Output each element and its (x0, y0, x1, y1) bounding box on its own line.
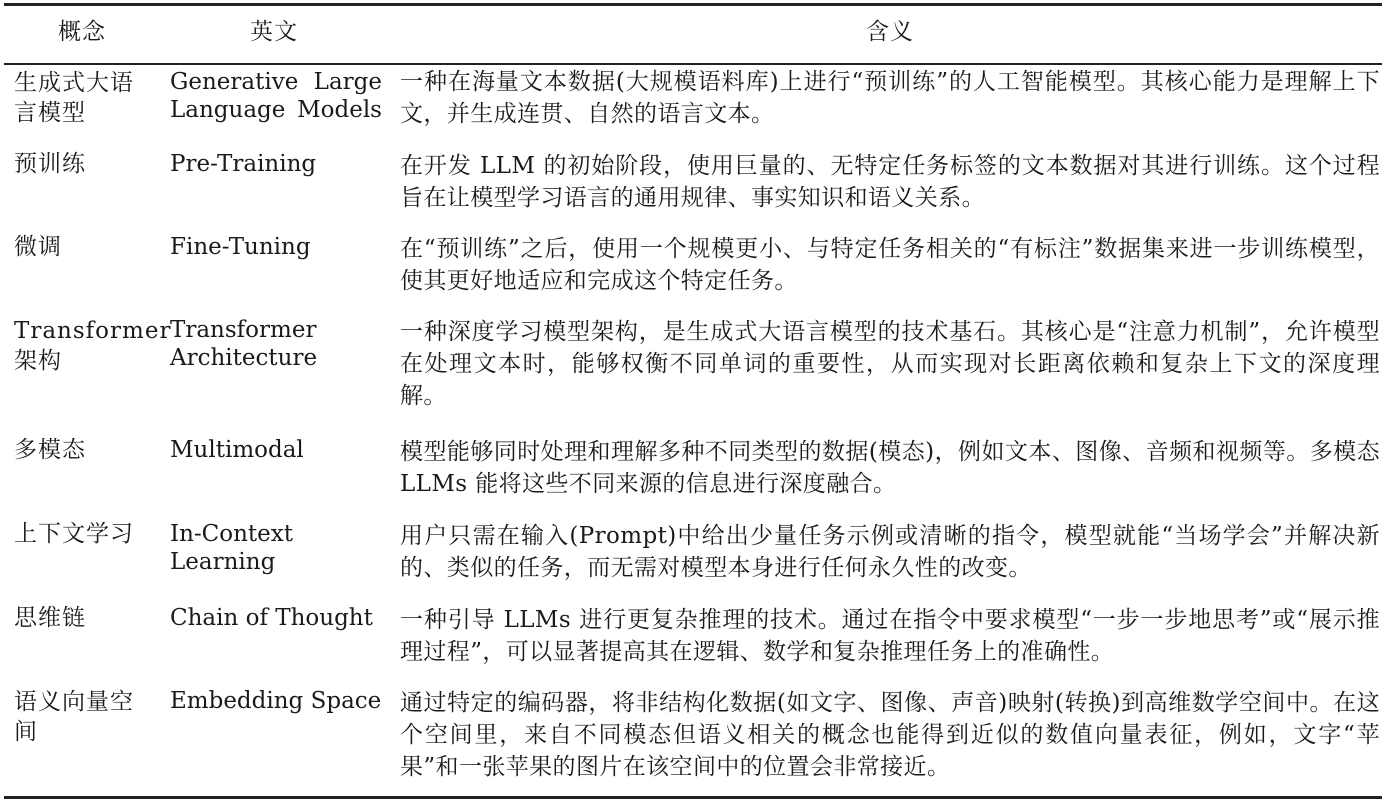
meaning-cell: 一种在海量文本数据(大规模语料库)上进行“预训练”的人工智能模型。其核心能力是理解上下文，并生成连贯、自然的语言文本。 (400, 69, 1380, 127)
concept-cell: 生成式大语言模型 (14, 70, 134, 126)
header-english: 英文 (250, 19, 298, 45)
english-cell: Fine-Tuning (170, 234, 311, 260)
meaning-cell: 在开发 LLM 的初始阶段，使用巨量的、无特定任务标签的文本数据对其进行训练。这个过程旨在让模型学习语言的通用规律、事实知识和语义关系。 (400, 153, 1380, 211)
meaning-cell: 模型能够同时处理和理解多种不同类型的数据(模态)，例如文本、图像、音频和视频等。多模态 LLMs 能将这些不同来源的信息进行深度融合。 (400, 439, 1380, 497)
meaning-cell: 一种深度学习模型架构，是生成式大语言模型的技术基石。其核心是“注意力机制”，允许模型在处理文本时，能够权衡不同单词的重要性，从而实现对长距离依赖和复杂上下文的深度理解。 (400, 319, 1380, 409)
concept-cell: 多模态 (14, 437, 86, 463)
concept-cell: 预训练 (14, 151, 86, 177)
meaning-cell: 通过特定的编码器，将非结构化数据(如文字、图像、声音)映射(转换)到高维数学空间中。在这个空间里，来自不同模态但语义相关的概念也能得到近似的数值向量表征，例如，文字“苹果”和一张苹果的图片在该空间中的位置会非常接近。 (400, 690, 1380, 780)
english-cell: Chain of Thought (170, 605, 373, 631)
english-cell: Embedding Space (170, 688, 382, 714)
concept-cell: 上下文学习 (14, 521, 134, 547)
meaning-cell: 一种引导 LLMs 进行更复杂推理的技术。通过在指令中要求模型“一步一步地思考”或“展示推理过程”，可以显著提高其在逻辑、数学和复杂推理任务上的准确性。 (400, 607, 1380, 665)
table-top-rule (4, 3, 1382, 6)
english-cell: Generative Large Language Models (170, 69, 382, 123)
header-rule (4, 63, 1382, 65)
meaning-cell: 用户只需在输入(Prompt)中给出少量任务示例或清晰的指令，模型就能“当场学会”并解决新的、类似的任务，而无需对模型本身进行任何永久性的改变。 (400, 523, 1380, 581)
english-cell: Transformer Architecture (170, 317, 318, 371)
header-meaning: 含义 (866, 19, 914, 45)
english-cell: In-Context Learning (170, 521, 293, 575)
meaning-cell: 在“预训练”之后，使用一个规模更小、与特定任务相关的“有标注”数据集来进一步训练模型，使其更好地适应和完成这个特定任务。 (400, 236, 1380, 294)
concept-cell: 思维链 (14, 605, 86, 631)
english-cell: Multimodal (170, 437, 304, 463)
table-bottom-rule (4, 796, 1382, 799)
english-cell: Pre-Training (170, 151, 317, 177)
concept-cell: Transformer 架构 (14, 318, 172, 374)
header-concept: 概念 (58, 19, 106, 45)
concept-cell: 语义向量空间 (14, 689, 134, 745)
concept-cell: 微调 (14, 234, 62, 260)
